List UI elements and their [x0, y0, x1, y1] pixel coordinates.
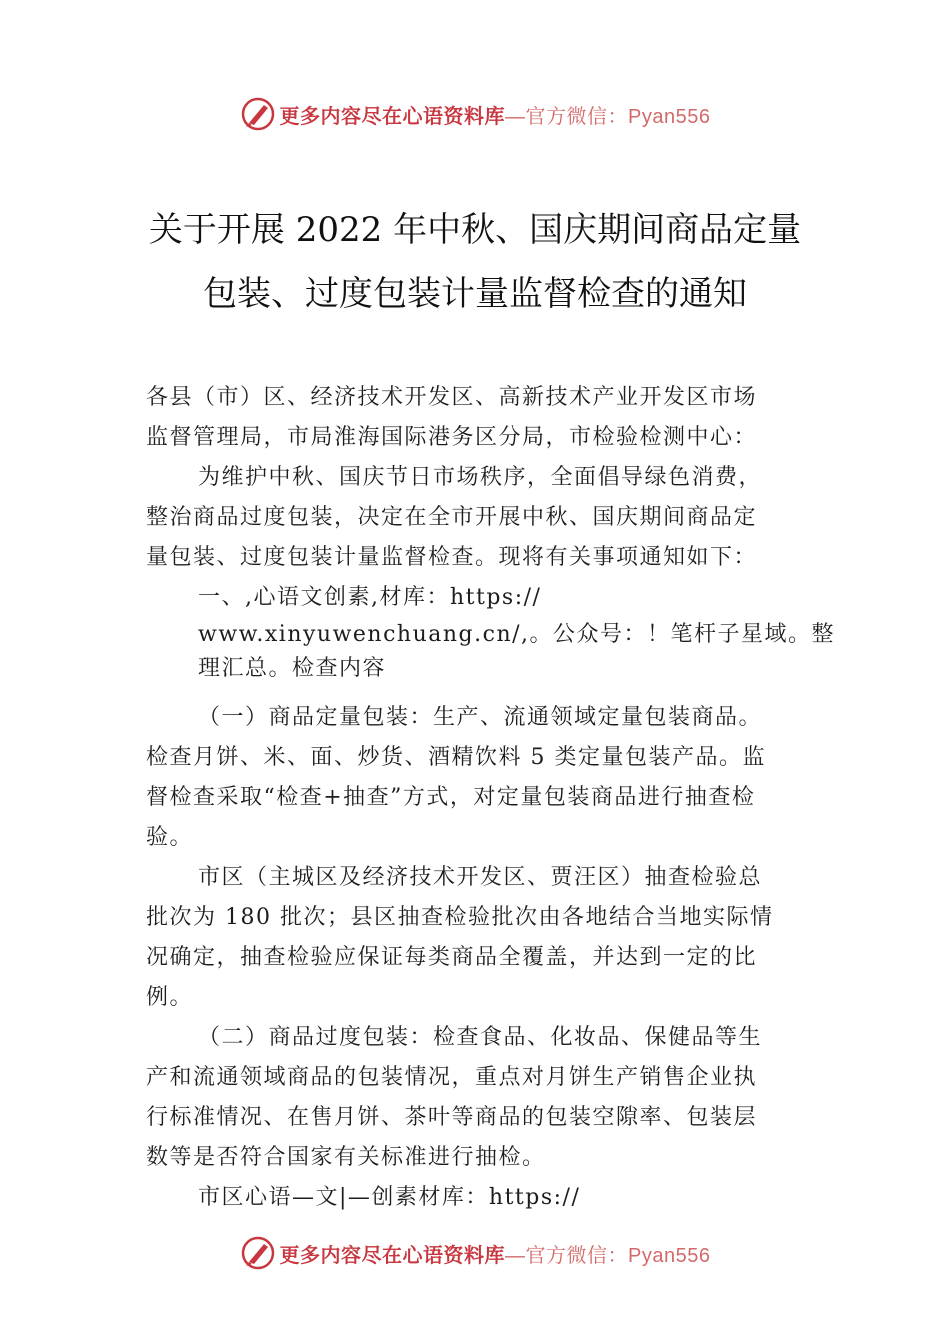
- body-line: 市区心语—文|—创素材库：https://: [198, 1185, 581, 1210]
- body-line: （二）商品过度包装：检查食品、化妆品、保健品等生: [198, 1025, 763, 1050]
- document-body: [146, 378, 836, 1218]
- body-line: （一）商品定量包装：生产、流通领域定量包装商品。: [198, 705, 763, 730]
- body-line: 各县（市）区、经济技术开发区、高新技术产业开发区市场: [146, 385, 758, 410]
- title-line-1: 关于开展 2022 年中秋、国庆期间商品定量: [148, 210, 802, 250]
- title-line-2: 包装、过度包装计量监督检查的通知: [203, 274, 747, 314]
- body-line: 监督管理局，市局淮海国际港务区分局，市检验检测中心：: [146, 425, 758, 450]
- body-line: 行标准情况、在售月饼、茶叶等商品的包装空隙率、包装层: [146, 1105, 758, 1130]
- body-line: 数等是否符合国家有关标准进行抽检。: [146, 1145, 546, 1170]
- body-line: www.xinyuwenchuang.cn/,。公众号：！笔杆子星域。整: [198, 622, 836, 647]
- body-line: 产和流通领域商品的包装情况，重点对月饼生产销售企业执: [146, 1065, 758, 1090]
- watermark-tail: —官方微信：Pyan556: [505, 105, 711, 128]
- pen-logo-icon: [240, 1235, 276, 1271]
- body-line: 况确定，抽查检验应保证每类商品全覆盖，并达到一定的比: [146, 945, 758, 970]
- watermark-text: 更多内容尽在心语资料库—官方微信：Pyan556: [279, 1242, 711, 1267]
- watermark-tail: —官方微信：Pyan556: [505, 1244, 711, 1267]
- body-line: 批次为 180 批次；县区抽查检验批次由各地结合当地实际情: [146, 905, 774, 930]
- pen-logo-icon: [240, 96, 276, 132]
- document-title: [0, 198, 950, 326]
- watermark-banner-top: [0, 92, 950, 136]
- watermark-banner-bottom: [0, 1231, 950, 1275]
- body-line: 理汇总。检查内容: [198, 656, 387, 681]
- body-line: 例。: [146, 985, 194, 1010]
- body-line: 为维护中秋、国庆节日市场秩序，全面倡导绿色消费，: [198, 465, 763, 490]
- body-line: 检查月饼、米、面、炒货、酒精饮料 5 类定量包装产品。监: [146, 745, 766, 770]
- watermark-text: 更多内容尽在心语资料库—官方微信：Pyan556: [279, 103, 711, 128]
- body-line: 督检查采取“检查+抽查”方式，对定量包装商品进行抽查检: [146, 785, 756, 810]
- body-line: 验。: [146, 825, 194, 850]
- body-line: 一、,心语文创素,材库：https://: [198, 585, 542, 610]
- body-line: 量包装、过度包装计量监督检查。现将有关事项通知如下：: [146, 545, 758, 570]
- body-line: 整治商品过度包装，决定在全市开展中秋、国庆期间商品定: [146, 505, 758, 530]
- body-line: 市区（主城区及经济技术开发区、贾汪区）抽查检验总: [198, 865, 763, 890]
